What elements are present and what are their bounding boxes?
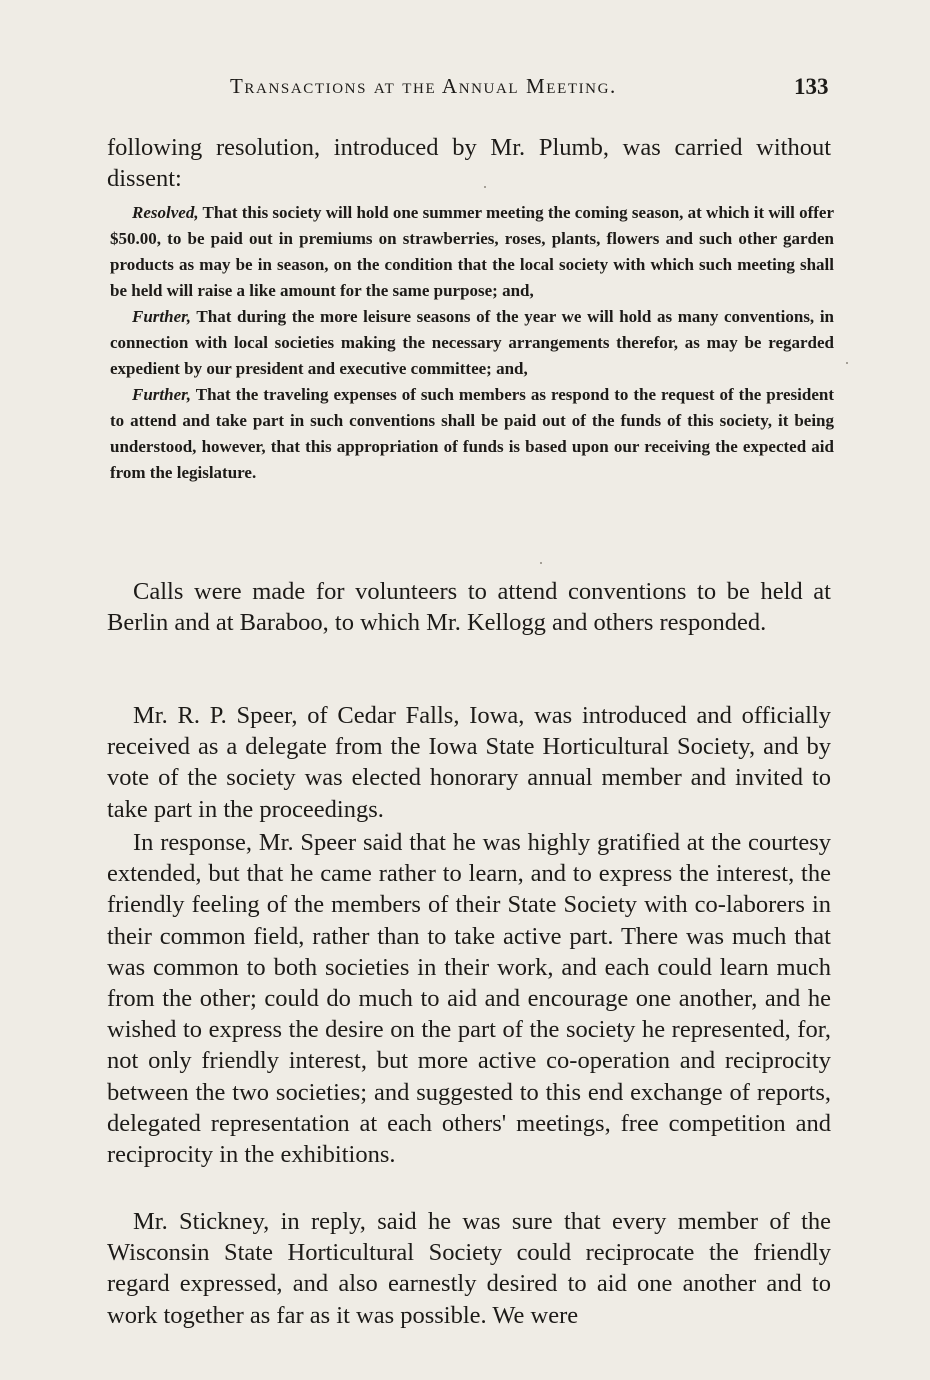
running-title: Transactions at the Annual Meeting. xyxy=(230,74,617,98)
speer-response-paragraph: In response, Mr. Speer said that he was highly gratified at the courtesy extended, but that he came rather to learn, and to express the interest, the friendly feeling of the members of their State Society with co-laborers in their common field, rather than to take active part. There was much that was common to both societies in their work, and each could learn much from the other; could do much to aid and encourage one another, and he wished to express the desire on the part of the society he represented, for, not only friendly interest, but more active co-operation and reciprocity between the two societies; and suggested to this end exchange of reports, delegated representation at each others' meetings, free competition and reciprocity in the exhibitions. xyxy=(107,829,831,1169)
further-clause-1 xyxy=(110,304,834,382)
page-header xyxy=(0,72,930,102)
further-text-1: That during the more leisure seasons of the year we will hold as many conventions, in connection with local societies making the necessary arrangements therefor, as may be regarded expedient by our president and executive committee; and, xyxy=(110,307,834,378)
page-number: 133 xyxy=(794,74,829,99)
calls-paragraph: Calls were made for volunteers to attend conventions to be held at Berlin and at Baraboo, to which Mr. Kellogg and others responded. xyxy=(107,578,831,637)
resolved-text: That this society will hold one summer meeting the coming season, at which it will offer $50.00, to be paid out in premiums on strawberries, roses, plants, flowers and such other garden products as may be in season, on the condition that the local society with which such meeting shall be held will raise a like amount for the same purpose; and, xyxy=(110,203,835,300)
paper-speck xyxy=(846,362,848,364)
paper-speck xyxy=(540,562,542,564)
resolved-keyword: Resolved, xyxy=(132,203,199,222)
further-keyword-1: Further, xyxy=(132,307,192,326)
intro-paragraph: following resolution, introduced by Mr. Plumb, was carried without dissent: xyxy=(107,134,831,193)
speer-intro-paragraph: Mr. R. P. Speer, of Cedar Falls, Iowa, was introduced and officially received as a delegate from the Iowa State Horticultural Society, and by vote of the society was elected honorary annual member and invited to take part in the proceedings. xyxy=(107,702,831,823)
paper-speck xyxy=(484,186,486,188)
further-text-2: That the traveling expenses of such members as respond to the request of the president to attend and take part in such conventions shall be paid out of the funds of this society, it being understood, however, that this appropriation of funds is based upon our receiving the expected aid from the legislature. xyxy=(110,385,834,482)
resolution-block xyxy=(110,200,834,486)
resolved-clause xyxy=(110,200,834,304)
stickney-reply-paragraph: Mr. Stickney, in reply, said he was sure that every member of the Wisconsin State Horticultural Society could reciprocate the friendly regard expressed, and also earnestly desired to aid one another and to work together as far as it was possible. We were xyxy=(107,1208,831,1329)
further-clause-2 xyxy=(110,382,834,486)
further-keyword-2: Further, xyxy=(132,385,192,404)
